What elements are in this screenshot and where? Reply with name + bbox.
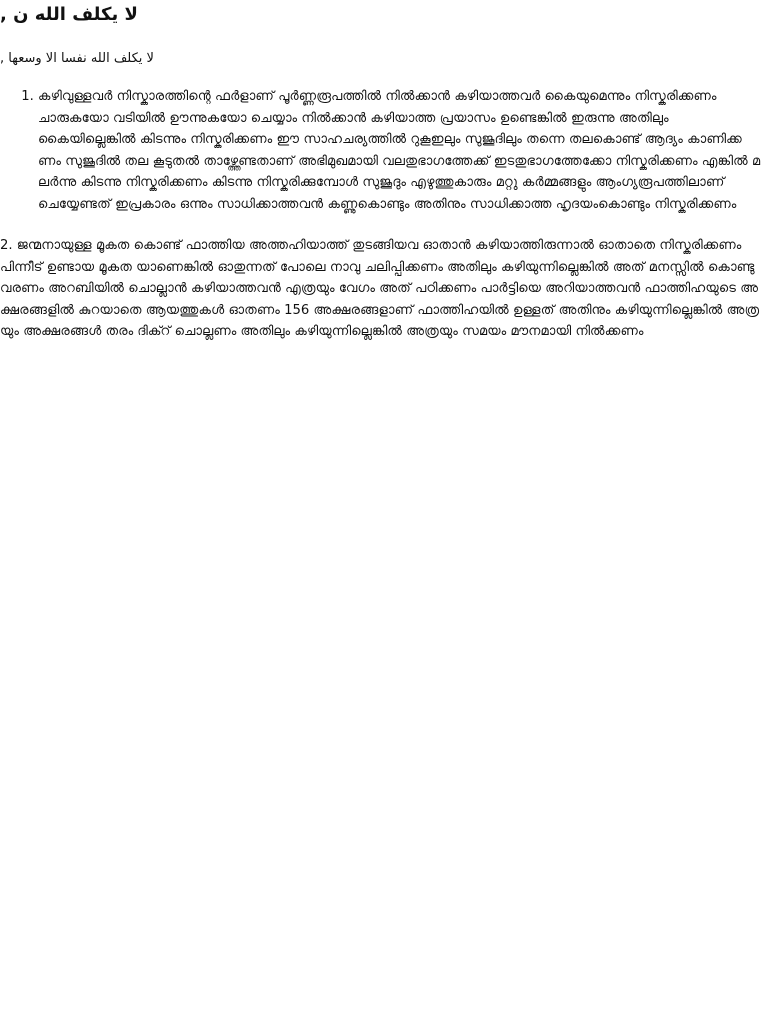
numbered-list	[0, 86, 768, 215]
body-paragraph: 2. ജന്മനായുള്ള മൂകത കൊണ്ട് ഫാത്തിയ അത്തഹിയാത്ത് തുടങ്ങിയവ ഓതാൻ കഴിയാത്തിരുന്നാൽ ഓതാതെ നിസ്കരിക്കണം പിന്നീട് ഉണ്ടായ മൂകത യാണെങ്കിൽ ഓതുന്നത് പോലെ നാവു ചലിപ്പിക്കണം അതിലും കഴിയുന്നില്ലെങ്കിൽ അത് മനസ്സിൽ കൊണ്ടു വരണം അറബിയിൽ ചൊല്ലാൻ കഴിയാത്തവൻ എത്രയും വേഗം അത് പഠിക്കണം പാർട്ടിയെ അറിയാത്തവൻ ഫാത്തിഹയുടെ അക്ഷരങ്ങളിൽ കുറയാതെ ആയത്തുകൾ ഓതണം 156 അക്ഷരങ്ങളാണ് ഫാത്തിഹയിൽ ഉള്ളത് അതിനും കഴിയുന്നില്ലെങ്കിൽ അത്രയും അക്ഷരങ്ങൾ തരം ദിക്റ് ചൊല്ലണം അതിലും കഴിയുന്നില്ലെങ്കിൽ അത്രയും സമയം മൗനമായി നിൽക്കണം	[0, 238, 760, 339]
page-subtitle: لا يكلف الله نفسا الا وسعها ,	[0, 51, 154, 66]
list-item: 1. കഴിവുള്ളവർ നിസ്കാരത്തിന്റെ ഫർളാണ് പൂർണ്ണരൂപത്തിൽ നിൽക്കാൻ കഴിയാത്തവർ കൈയുമെന്നും നിസ്കരിക്കണം ചാരുകയോ വടിയിൽ ഊന്നുകയോ ചെയ്യാം നിൽക്കാൻ കഴിയാത്ത പ്രയാസം ഉണ്ടെങ്കിൽ ഇരുന്നു അതിലും കൈയില്ലെങ്കിൽ കിടന്നും നിസ്കരിക്കണം ഈ സാഹചര്യത്തിൽ റുകൂഇലും സുജൂദിലും തന്നെ തലകൊണ്ട് ആദ്യം കാണിക്കണം സുജൂദിൽ തല കൂടുതൽ താഴ്ത്തേണ്ടതാണ് അഭിമുഖമായി വലതുഭാഗത്തേക്ക് ഇടതുഭാഗത്തേക്കോ നിസ്കരിക്കണം എങ്കിൽ മലർന്നു കിടന്നു നിസ്കരിക്കണം കിടന്നു നിസ്കരിക്കുമ്പോൾ സുജൂദും എഴുത്തുകാരും മറ്റു കർമ്മങ്ങളും ആംഗ്യരൂപത്തിലാണ് ചെയ്യേണ്ടത് ഇപ്രകാരം ഒന്നും സാധിക്കാത്തവൻ കണ്ണുകൊണ്ടും അതിനും സാധിക്കാത്ത ഹൃദയംകൊണ്ടും നിസ്കരിക്കണം	[38, 86, 768, 215]
page-title: لا يكلف الله ن ,	[0, 4, 138, 25]
